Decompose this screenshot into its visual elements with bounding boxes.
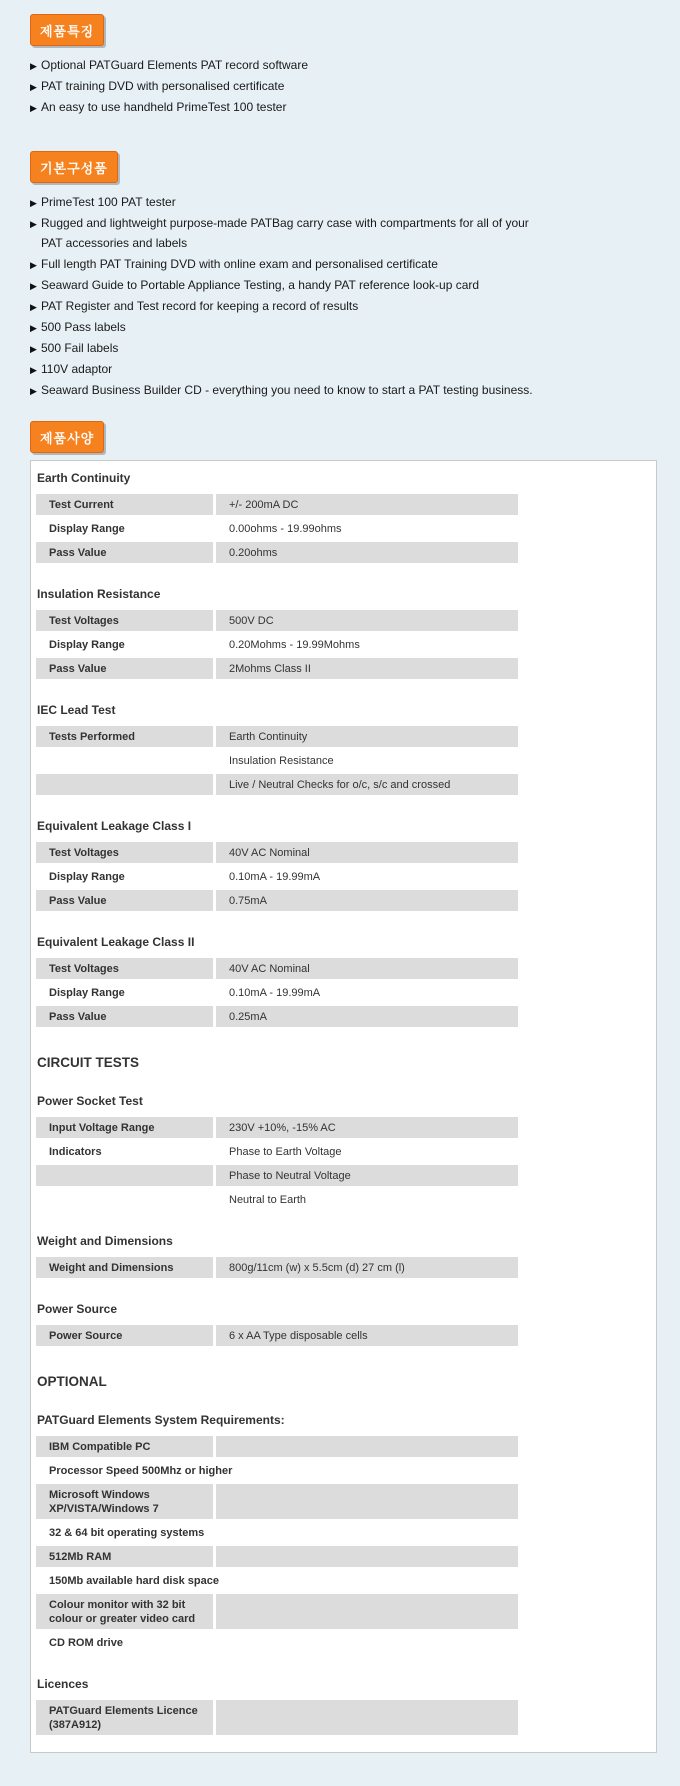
- spec-value: 0.10mA - 19.99mA: [229, 987, 321, 999]
- section-badge-features: 제품특징: [30, 14, 104, 46]
- spec-row: [36, 1325, 518, 1346]
- spec-value: Insulation Resistance: [229, 755, 334, 767]
- spec-value: [216, 1484, 518, 1519]
- section-badge-specs: 제품사양: [30, 421, 104, 453]
- spec-label: 512Mb RAM: [36, 1546, 216, 1567]
- spec-table: [36, 958, 518, 1027]
- spec-label: Indicators: [36, 1141, 216, 1162]
- spec-group: [36, 1374, 656, 1389]
- bullet-text: Seaward Business Builder CD - everything you need to know to start a PAT testing business.: [41, 383, 533, 397]
- spec-value: [216, 1594, 518, 1629]
- bullet-item: [30, 317, 550, 337]
- spec-label: Test Voltages: [36, 842, 216, 863]
- spec-value: 0.25mA: [229, 1011, 267, 1023]
- spec-row: [36, 1632, 518, 1653]
- spec-table: [36, 842, 518, 911]
- bullet-arrow-icon: ▶: [30, 103, 37, 113]
- spec-value: [216, 1546, 518, 1567]
- spec-group: [36, 1413, 656, 1653]
- spec-row: [36, 982, 518, 1003]
- spec-value: 2Mohms Class II: [229, 663, 311, 675]
- spec-row: [36, 494, 518, 515]
- spec-row: [36, 958, 518, 979]
- spec-group-heading: PATGuard Elements System Requirements:: [37, 1413, 285, 1427]
- spec-box: [30, 460, 657, 1753]
- spec-value: [241, 1460, 518, 1481]
- spec-group: [36, 819, 656, 911]
- bullet-arrow-icon: ▶: [30, 386, 37, 396]
- bullet-text: 110V adaptor: [41, 362, 113, 376]
- bullet-item: [30, 359, 550, 379]
- bullet-text: Optional PATGuard Elements PAT record software: [41, 58, 308, 72]
- spec-value: 40V AC Nominal: [229, 963, 310, 975]
- spec-row: [36, 774, 518, 795]
- spec-group: [36, 587, 656, 679]
- spec-group-heading: Equivalent Leakage Class I: [37, 819, 192, 833]
- spec-row: [36, 542, 518, 563]
- contents-bullet-list: [30, 192, 550, 400]
- spec-group: [36, 1055, 656, 1070]
- spec-row: [36, 866, 518, 887]
- bullet-item: [30, 55, 550, 75]
- bullet-text: Full length PAT Training DVD with online exam and personalised certificate: [41, 257, 438, 271]
- spec-group-heading: Licences: [37, 1677, 89, 1691]
- spec-row: [36, 1522, 518, 1543]
- spec-table: [36, 1117, 518, 1210]
- bullet-text: 500 Fail labels: [41, 341, 119, 355]
- spec-label: [36, 1189, 216, 1210]
- spec-label: Display Range: [36, 866, 216, 887]
- spec-row: [36, 1165, 518, 1186]
- spec-row: [36, 1484, 518, 1519]
- spec-label: [36, 774, 216, 795]
- spec-value: 0.20Mohms - 19.99Mohms: [229, 639, 360, 651]
- spec-value: 0.00ohms - 19.99ohms: [229, 523, 342, 535]
- bullet-arrow-icon: ▶: [30, 281, 37, 291]
- spec-group: [36, 703, 656, 795]
- spec-table: [36, 1325, 518, 1346]
- spec-group-heading: CIRCUIT TESTS: [37, 1055, 140, 1070]
- bullet-text: 500 Pass labels: [41, 320, 126, 334]
- bullet-item: [30, 192, 550, 212]
- spec-label: Test Voltages: [36, 958, 216, 979]
- spec-row: [36, 1570, 518, 1591]
- bullet-item: [30, 338, 550, 358]
- spec-table: [36, 494, 518, 563]
- spec-label: [36, 750, 216, 771]
- spec-group: [36, 1234, 656, 1278]
- spec-value: 0.75mA: [229, 895, 267, 907]
- spec-group-heading: Power Source: [37, 1302, 118, 1316]
- spec-table: [36, 1700, 518, 1735]
- spec-label: Display Range: [36, 982, 216, 1003]
- spec-value: +/- 200mA DC: [229, 499, 299, 511]
- spec-row: [36, 1546, 518, 1567]
- spec-value: 6 x AA Type disposable cells: [229, 1330, 368, 1342]
- spec-table: [36, 726, 518, 795]
- spec-label: Display Range: [36, 518, 216, 539]
- spec-row: [36, 1460, 518, 1481]
- spec-row: [36, 750, 518, 771]
- bullet-arrow-icon: ▶: [30, 198, 37, 208]
- bullet-arrow-icon: ▶: [30, 82, 37, 92]
- bullet-item: [30, 97, 550, 117]
- spec-group: [36, 935, 656, 1027]
- bullet-text: An easy to use handheld PrimeTest 100 tester: [41, 100, 287, 114]
- spec-group-heading: Insulation Resistance: [37, 587, 161, 601]
- spec-label: Colour monitor with 32 bit colour or greater video card: [36, 1594, 216, 1629]
- spec-label: Weight and Dimensions: [36, 1257, 216, 1278]
- bullet-item: [30, 254, 550, 274]
- bullet-item: [30, 213, 550, 253]
- bullet-text: PAT training DVD with personalised certificate: [41, 79, 285, 93]
- spec-row: [36, 610, 518, 631]
- spec-group: [36, 1094, 656, 1210]
- bullet-item: [30, 76, 550, 96]
- bullet-text: Seaward Guide to Portable Appliance Testing, a handy PAT reference look-up card: [41, 278, 480, 292]
- spec-value: 40V AC Nominal: [229, 847, 310, 859]
- spec-value: [216, 1632, 518, 1653]
- spec-label: Tests Performed: [36, 726, 216, 747]
- spec-label: Pass Value: [36, 658, 216, 679]
- spec-label: Input Voltage Range: [36, 1117, 216, 1138]
- spec-label: Microsoft Windows XP/VISTA/Windows 7: [36, 1484, 216, 1519]
- spec-group-heading: Power Socket Test: [37, 1094, 143, 1108]
- section-specs: [30, 401, 680, 1753]
- spec-row: [36, 518, 518, 539]
- spec-group-heading: Equivalent Leakage Class II: [37, 935, 195, 949]
- bullet-arrow-icon: ▶: [30, 302, 37, 312]
- spec-row: [36, 1117, 518, 1138]
- bullet-item: [30, 275, 550, 295]
- spec-value: 800g/11cm (w) x 5.5cm (d) 27 cm (l): [229, 1262, 405, 1274]
- spec-row: [36, 1006, 518, 1027]
- spec-label: PATGuard Elements Licence (387A912): [36, 1700, 216, 1735]
- spec-value: 500V DC: [229, 615, 274, 627]
- spec-label: IBM Compatible PC: [36, 1436, 216, 1457]
- spec-table: [36, 1257, 518, 1278]
- spec-group-heading: Earth Continuity: [37, 471, 131, 485]
- spec-row: [36, 890, 518, 911]
- spec-value: Neutral to Earth: [229, 1194, 307, 1206]
- spec-row: [36, 1700, 518, 1735]
- spec-table: [36, 1436, 518, 1653]
- spec-value: 230V +10%, -15% AC: [229, 1122, 336, 1134]
- spec-label: CD ROM drive: [36, 1632, 216, 1653]
- features-bullet-list: [30, 55, 550, 117]
- spec-row: [36, 658, 518, 679]
- section-badge-contents: 기본구성품: [30, 151, 118, 183]
- section-contents: [30, 118, 680, 400]
- spec-group: [36, 471, 656, 563]
- section-features: [30, 14, 680, 117]
- spec-value: [216, 1700, 518, 1735]
- spec-row: [36, 726, 518, 747]
- bullet-text: PAT Register and Test record for keeping a record of results: [41, 299, 359, 313]
- spec-label: Test Voltages: [36, 610, 216, 631]
- spec-group: [36, 1677, 656, 1735]
- spec-row: [36, 634, 518, 655]
- spec-group-heading: Weight and Dimensions: [37, 1234, 173, 1248]
- spec-value: Phase to Neutral Voltage: [229, 1170, 351, 1182]
- bullet-text: Rugged and lightweight purpose-made PATBag carry case with compartments for all of your PAT accessories and labels: [41, 216, 529, 250]
- spec-value: 0.10mA - 19.99mA: [229, 871, 321, 883]
- spec-group: [36, 1302, 656, 1346]
- spec-value: Earth Continuity: [229, 731, 308, 743]
- spec-label: Processor Speed 500Mhz or higher: [36, 1460, 241, 1481]
- bullet-item: [30, 296, 550, 316]
- bullet-arrow-icon: ▶: [30, 219, 37, 229]
- spec-label: Pass Value: [36, 890, 216, 911]
- bullet-arrow-icon: ▶: [30, 323, 37, 333]
- spec-row: [36, 1257, 518, 1278]
- spec-label: 32 & 64 bit operating systems: [36, 1522, 216, 1543]
- spec-label: Test Current: [36, 494, 216, 515]
- spec-label: Pass Value: [36, 1006, 216, 1027]
- spec-label: Power Source: [36, 1325, 216, 1346]
- bullet-arrow-icon: ▶: [30, 61, 37, 71]
- bullet-text: PrimeTest 100 PAT tester: [41, 195, 176, 209]
- spec-value: Phase to Earth Voltage: [229, 1146, 342, 1158]
- spec-table: [36, 610, 518, 679]
- spec-label: Pass Value: [36, 542, 216, 563]
- spec-value: [216, 1522, 518, 1543]
- spec-row: [36, 1141, 518, 1162]
- spec-value: [216, 1436, 518, 1457]
- bullet-arrow-icon: ▶: [30, 260, 37, 270]
- spec-group-heading: OPTIONAL: [37, 1374, 107, 1389]
- spec-row: [36, 1436, 518, 1457]
- bullet-item: [30, 380, 550, 400]
- spec-group-heading: IEC Lead Test: [37, 703, 116, 717]
- spec-value: [228, 1570, 518, 1591]
- bullet-arrow-icon: ▶: [30, 344, 37, 354]
- spec-row: [36, 1189, 518, 1210]
- spec-label: 150Mb available hard disk space: [36, 1570, 228, 1591]
- spec-row: [36, 1594, 518, 1629]
- spec-value: Live / Neutral Checks for o/c, s/c and crossed: [229, 779, 451, 791]
- spec-label: [36, 1165, 216, 1186]
- bullet-arrow-icon: ▶: [30, 365, 37, 375]
- spec-row: [36, 842, 518, 863]
- spec-label: Display Range: [36, 634, 216, 655]
- spec-value: 0.20ohms: [229, 547, 278, 559]
